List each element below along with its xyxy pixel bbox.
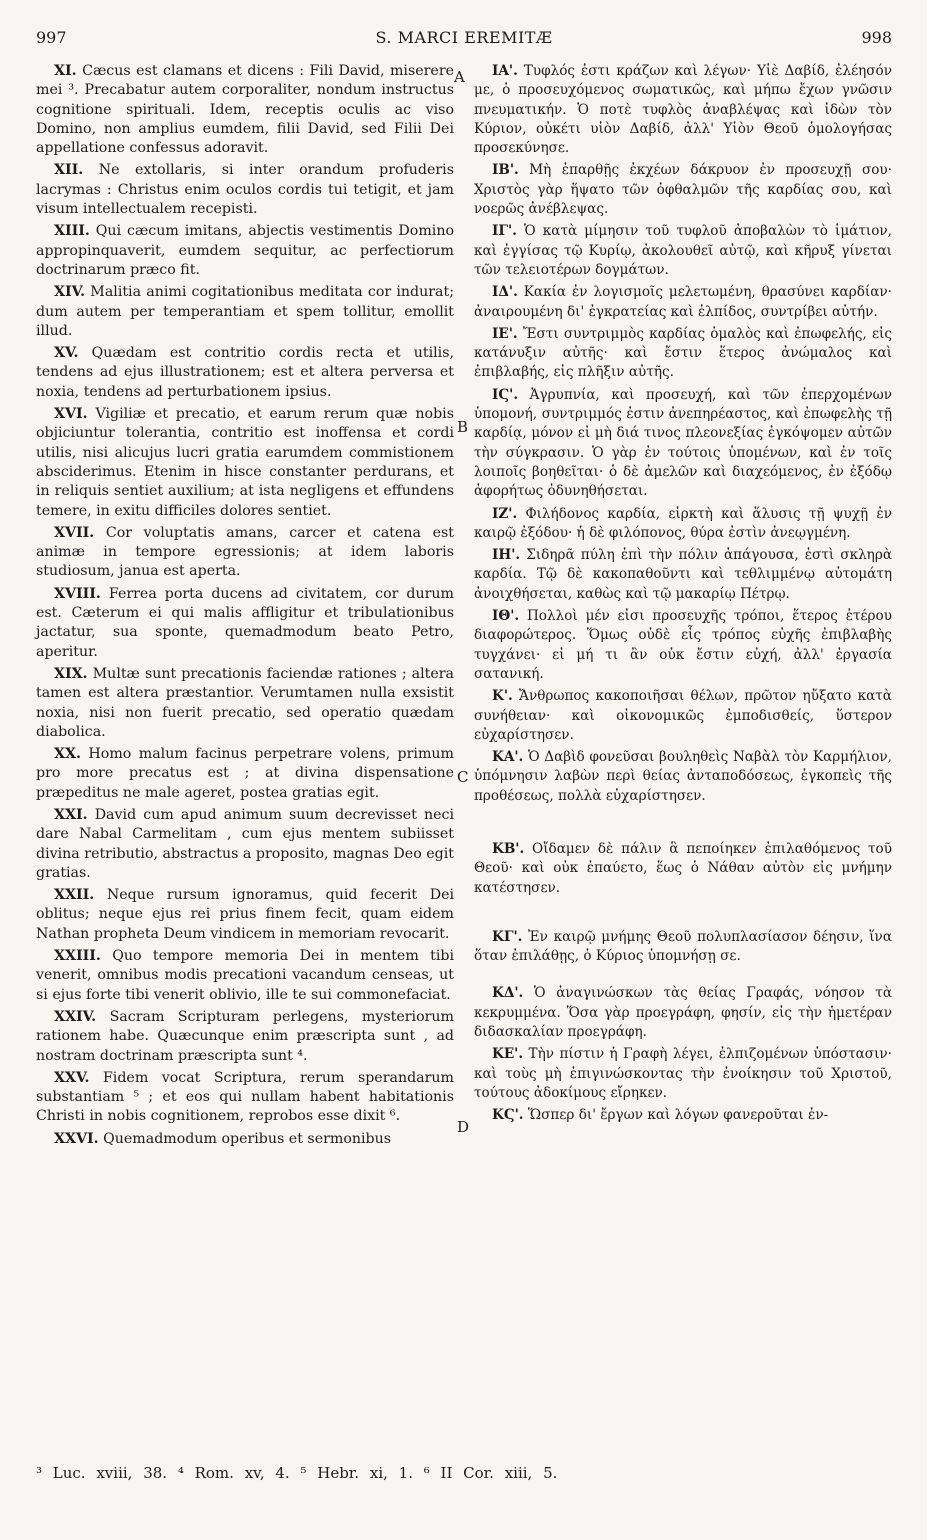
section-number: ΙΑ'. (492, 63, 518, 79)
latin-section (36, 1008, 454, 1066)
section-number: ΙΘ'. (492, 608, 520, 625)
section-text: Sacram Scripturam perlegens, mysteriorum rationem habe. Quæcunque enim præscripta sunt , ad nostram doctrinam præscripta sunt ⁴. (36, 1008, 454, 1064)
section-number: ΙϚ'. (492, 386, 519, 403)
section-number: XV. (54, 345, 79, 362)
section-number: ΚΕ'. (492, 1046, 524, 1063)
section-number: XIX. (54, 665, 88, 682)
margin-letter-d: D (457, 1118, 470, 1136)
text-columns (36, 62, 892, 1442)
section-number: ΚΒ'. (492, 840, 525, 857)
section-text: Οἴδαμεν δὲ πάλιν ἃ πεποίηκεν ἐπιλαθόμενος τοῦ Θεοῦ· καὶ οὐκ ἐπαύετο, ἕως ὁ Νάθαν αὐτὸν εἰς μνήμην κατέστησεν. (474, 840, 893, 896)
section-text: Μὴ ἐπαρθῇς ἐκχέων δάκρυον ἐν προσευχῇ σου· Χριστὸς γὰρ ἥψατο τῶν ὀφθαλμῶν τῆς καρδίας σου, καὶ νοερῶς ἀνέβλεψας. (474, 162, 892, 218)
footnotes: ³ Luc. xviii, 38. ⁴ Rom. xv, 4. ⁵ Hebr. xi, 1. ⁶ II Cor. xiii, 5. (36, 1464, 558, 1482)
section-number: XXIII. (54, 948, 101, 965)
latin-section (36, 1069, 454, 1127)
latin-section (36, 62, 454, 158)
latin-column (36, 62, 454, 1152)
section-number: XVIII. (54, 585, 101, 602)
running-title: S. MARCI EREMITÆ (375, 28, 553, 47)
section-number: ΙΔ'. (492, 284, 518, 301)
section-number: ΚΓ'. (492, 928, 523, 945)
section-text: Fidem vocat Scriptura, rerum sperandarum substantiam ⁵ ; et eos qui nullam habent habitationis Christi in nobis cognitionem, reprobos esse dixit ⁶. (36, 1069, 454, 1125)
section-text: Malitia animi cogitationibus meditata cor indurat; dum autem per temperantiam et spem tollitur, emollit illud. (36, 284, 454, 339)
section-number: XII. (54, 162, 84, 179)
greek-section (474, 325, 892, 383)
section-number: ΚϚ'. (492, 1107, 524, 1124)
latin-section (36, 886, 454, 944)
section-text: Τυφλός ἐστι κράζων καὶ λέγων· Υἱὲ Δαβίδ, ἐλέησόν με, ὁ προσευχόμενος σωματικῶς, καὶ μήπω ἔχων γνῶσιν πνευματικήν. Ὁ ποτὲ τυφλὸς ἀναβλέψας καὶ ἰδὼν τὸν Κύριον, οὐκέτι υἱὸν Δαβίδ, ἀλλ' Υἱὸν Θεοῦ ὁμολογήσας προσεκύνησε. (474, 63, 893, 157)
section-text: Vigiliæ et precatio, et earum rerum quæ nobis objiciuntur tolerantia, contritio est inoffensa et cordi utilis, nisi alicujus lucri gratia earumdem commistionem absciderimus. Etenim in hisce constanter perdurans, et in reliquis sentiet auxilium; at ista negligens et effundens temere, in exitu difficiles dolores sentiet. (36, 406, 454, 519)
section-text: Σιδηρᾶ πύλη ἐπὶ τὴν πόλιν ἀπάγουσα, ἐστὶ σκληρὰ καρδία. Τῷ δὲ κακοπαθοῦντι καὶ τεθλιμμένῳ αὐτομάτη ἀνοιχθήσεται, καθὼς καὶ τῷ μακαρίῳ Πέτρῳ. (474, 547, 892, 602)
greek-section (474, 928, 892, 967)
greek-section (474, 62, 892, 158)
section-text: Quædam est contritio cordis recta et utilis, tendens ad ejus illustrationem; est et altera perversa et noxia, tendens ad perturbationem ipsius. (36, 345, 454, 400)
latin-section (36, 222, 454, 280)
greek-column (474, 62, 892, 1129)
section-text: Homo malum facinus perpetrare volens, primum pro more precatus est ; at divina dispensatione præpeditus ne male ageret, postea gratias egit. (36, 746, 454, 801)
latin-section (36, 405, 454, 521)
greek-section (474, 607, 892, 684)
greek-section (474, 161, 892, 219)
latin-section (36, 665, 454, 742)
section-number: XXV. (54, 1069, 90, 1086)
latin-section (36, 585, 454, 662)
section-text: Πολλοὶ μέν εἰσι προσευχῆς τρόποι, ἕτερος ἑτέρου διαφορώτερος. Ὅμως οὐδὲ εἷς τρόπος εὐχῆς ἐπιβλαβὴς τυγχάνει· εἰ μή τι ἂν οὐκ ἔστιν εὐχή, ἀλλ' ἐργασία σατανική. (474, 608, 892, 682)
latin-section (36, 1130, 454, 1149)
latin-section (36, 947, 454, 1005)
margin-letter-b: B (457, 418, 469, 436)
section-text: Κακία ἐν λογισμοῖς μελετωμένη, θρασύνει καρδίαν· ἀναιρουμένη δι' ἐγκρατείας καὶ ἐλπίδος, συντρίβει αὐτήν. (474, 284, 892, 320)
section-text: Qui cæcum imitans, abjectis vestimentis Domino appropinquaverit, eumdem sequitur, ac perfectiorum doctrinarum præco fit. (36, 223, 454, 278)
section-text: Ὥσπερ δι' ἔργων καὶ λόγων φανεροῦται ἐν- (527, 1107, 829, 1124)
greek-section (474, 505, 892, 544)
section-number: XXVI. (54, 1130, 99, 1147)
section-text: Quo tempore memoria Dei in mentem tibi venerit, omnibus modis precationi vacandum censeas, ut si ejus forte tibi venerit oblivio, ille te sui commonefaciat. (36, 948, 454, 1003)
section-number: XIII. (54, 223, 90, 240)
greek-section (474, 1106, 892, 1125)
greek-section (474, 1045, 892, 1103)
greek-section (474, 546, 892, 604)
section-number: XIV. (54, 284, 86, 301)
latin-section (36, 161, 454, 219)
section-text: Φιλήδονος καρδία, εἱρκτὴ καὶ ἅλυσις τῇ ψυχῇ ἐν καιρῷ ἐξόδου· ἡ δὲ φιλόπονος, θύρα ἐστὶν ἀνεῳγμένη. (474, 505, 892, 541)
section-number: ΙΖ'. (492, 505, 518, 522)
section-number: XVI. (54, 406, 88, 423)
section-number: XXI. (54, 806, 88, 823)
page-number-right: 998 (861, 28, 892, 47)
section-text: Ne extollaris, si inter orandum profuderis lacrymas : Christus enim oculos cordis tui tetigit, et jam visum intellectualem recepisti. (36, 162, 455, 218)
section-number: ΙΕ'. (492, 325, 518, 342)
greek-section (474, 687, 892, 745)
section-number: ΙΓ'. (492, 223, 517, 240)
greek-section (474, 386, 892, 502)
section-text: Cæcus est clamans et dicens : Fili David, miserere mei ³. Precabatur autem corporaliter, nondum instructus cognitione spirituali. Idem, receptis oculis ac viso Domino, non amplius eumdem, filii David, sed Filii Dei appellatione confessus adoravit. (36, 63, 454, 157)
section-text: Ἀγρυπνία, καὶ προσευχή, καὶ τῶν ἐπερχομένων ὑπομονή, συντριμμός ἐστιν ἀνεπηρέαστος, καὶ ἐπωφελὴς τῇ καρδίᾳ, μόνον εἰ μὴ διά τινος πλεονεξίας ἐγκόψομεν αὐτῶν τὴν σύγκρασιν. Ὁ γὰρ ἐν τούτοις ὑπομένων, καὶ ἐν τοῖς λοιποῖς βοηθεῖται· ὁ δὲ ἀμελῶν καὶ διαχεόμενος, ἐν ἐξόδῳ ἀφορήτως ὀδυνηθήσεται. (474, 386, 892, 500)
page-header (36, 22, 892, 54)
section-text: Cor voluptatis amans, carcer et catena est animæ in tempore egressionis; at idem laboris studiosum, janua est aperta. (36, 524, 454, 580)
section-text: Ferrea porta ducens ad civitatem, cor durum est. Cæterum ei qui malis affligitur et tribulationibus jactatur, sua sponte, quemadmodum beato Petro, aperitur. (36, 585, 454, 660)
section-number: XVII. (54, 524, 95, 541)
section-text: Τὴν πίστιν ἡ Γραφὴ λέγει, ἐλπιζομένων ὑπόστασιν· καὶ τοὺς μὴ ἐπιγινώσκοντας τὴν ἐνοίκησιν τοῦ Χριστοῦ, τούτους ἀδοκίμους εἴρηκεν. (474, 1046, 892, 1101)
latin-section (36, 745, 454, 803)
page-number-left: 997 (36, 28, 67, 47)
latin-section (36, 344, 454, 402)
section-text: Ἄνθρωπος κακοποιῆσαι θέλων, πρῶτον ηὔξατο κατὰ συνήθειαν· καὶ οἰκονομικῶς ἐμποδισθείς, ὕστερον εὐχαρίστησεν. (474, 688, 892, 743)
section-number: XXII. (54, 887, 95, 904)
greek-section (474, 222, 892, 280)
section-text: Multæ sunt precationis faciendæ rationes ; altera tamen est altera præstantior. Verumtamen nulla exsistit noxia, nisi non fuerit precatio, sed operatio quædam diabolica. (36, 665, 454, 740)
greek-section (474, 748, 892, 806)
greek-section (474, 984, 892, 1042)
section-text: Ὁ κατὰ μίμησιν τοῦ τυφλοῦ ἀποβαλὼν τὸ ἱμάτιον, καὶ ἐγγίσας τῷ Κυρίῳ, ἀκολουθεῖ αὐτῷ, καὶ κῆρυξ γίνεται τῶν τελειοτέρων δογμάτων. (474, 223, 892, 278)
section-number: XXIV. (54, 1008, 97, 1025)
section-text: Quemadmodum operibus et sermonibus (103, 1130, 392, 1147)
section-number: ΙΗ'. (492, 547, 521, 564)
greek-section (474, 283, 892, 322)
section-text: Ὁ Δαβὶδ φονεῦσαι βουληθεὶς Ναβὰλ τὸν Καρμήλιον, ὑπόμνησιν λαβὼν περὶ θείας ἀνταποδόσεως, ἐγκοπεὶς τῆς προθέσεως, πολλὰ εὐχαρίστησεν. (474, 749, 892, 804)
section-number: XX. (54, 746, 81, 763)
section-number: XI. (54, 63, 77, 79)
greek-section (474, 840, 892, 898)
section-number: ΙΒ'. (492, 162, 519, 179)
section-text: Neque rursum ignoramus, quid fecerit Dei oblitus; neque ejus rei prius finem fecit, quam eidem Nathan propheta Deum vindicem in memoriam revocarit. (36, 887, 455, 942)
margin-letter-c: C (457, 768, 469, 786)
section-number: ΚΔ'. (492, 985, 524, 1002)
section-text: David cum apud animum suum decrevisset neci dare Nabal Carmelitam , cum ejus mentem subiisset divina retributio, abstractus a proposito, magnas Deo egit gratias. (36, 806, 454, 881)
section-number: Κ'. (492, 688, 513, 705)
section-text: Ἐν καιρῷ μνήμης Θεοῦ πολυπλασίασον δέησιν, ἵνα ὅταν ἐπιλάθῃς, ὁ Κύριος ὑπομνήσῃ σε. (474, 928, 893, 965)
section-number: ΚΑ'. (492, 749, 524, 766)
latin-section (36, 806, 454, 883)
margin-letter-a: A (454, 68, 465, 86)
section-text: Ἔστι συντριμμὸς καρδίας ὁμαλὸς καὶ ἐπωφελής, εἰς κατάνυξιν αὐτῆς· καὶ ἔστιν ἕτερος ἀνώμαλος καὶ ἐπιβλαβής, εἰς πλῆξιν αὐτῆς. (474, 325, 892, 381)
section-text: Ὁ ἀναγινώσκων τὰς θείας Γραφάς, νόησον τὰ κεκρυμμένα. Ὅσα γὰρ προεγράφη, φησίν, εἰς τὴν ἡμετέραν διδασκαλίαν προεγράφη. (474, 985, 892, 1041)
latin-section (36, 524, 454, 582)
latin-section (36, 283, 454, 341)
